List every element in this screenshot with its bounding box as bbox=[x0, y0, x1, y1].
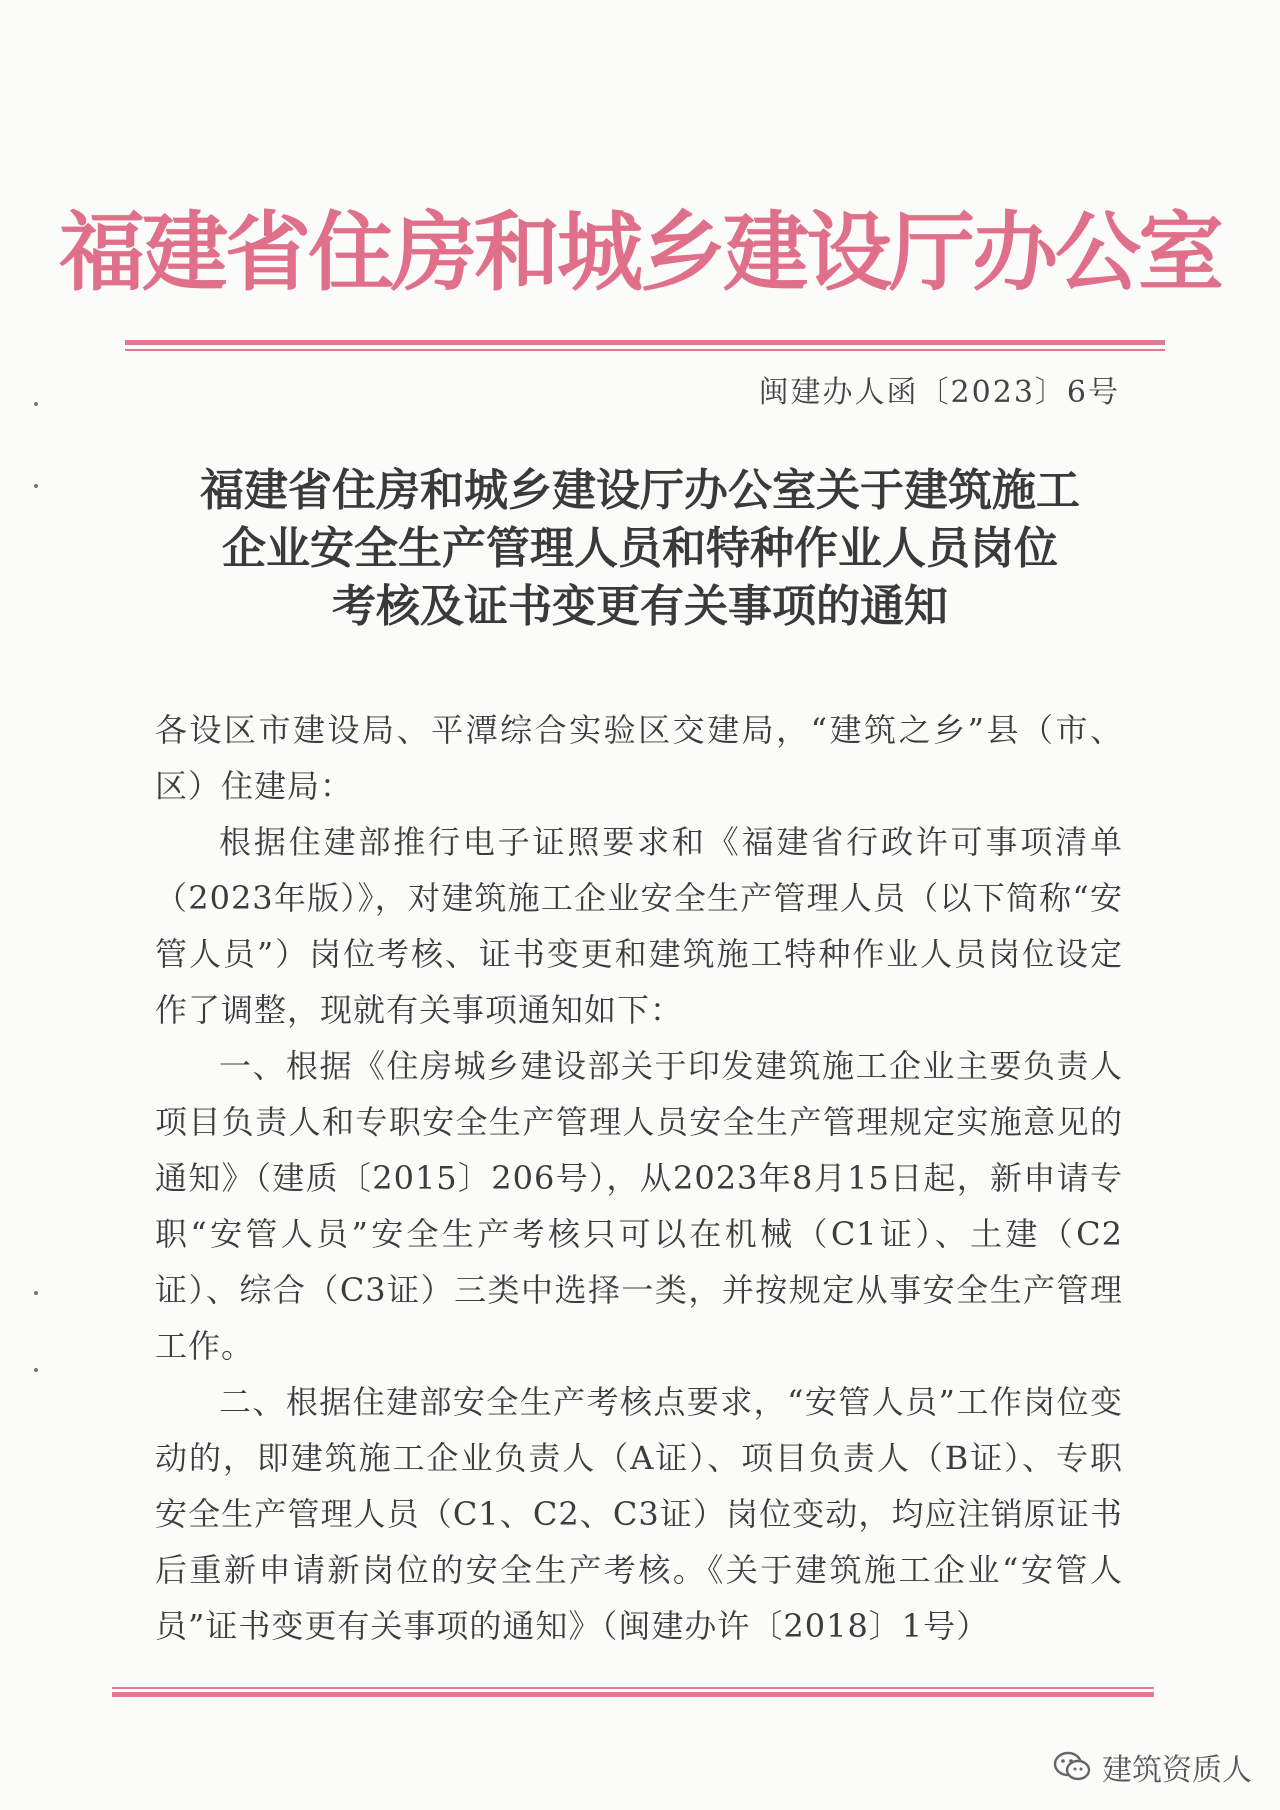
scan-speck bbox=[34, 1368, 38, 1372]
watermark-text: 建筑资质人 bbox=[1102, 1753, 1252, 1788]
heading-line: 企业安全生产管理人员和特种作业人员岗位 bbox=[222, 523, 1058, 574]
heading-line: 福建省住房和城乡建设厅办公室关于建筑施工 bbox=[200, 465, 1080, 516]
body-paragraph: 一、根据《住房城乡建设部关于印发建筑施工企业主要负责人 项目负责人和专职安全生产管理人员安全生产管理规定实施意见的通知》（建质〔2015〕206号），从2023年8月15日起，新申请专职“安管人员”安全生产考核只可以在机械（C1证）、土建（C2证）、综合（C3证）三类中选择一类，并按规定从事安全生产管理工作。 bbox=[155, 1047, 1123, 1365]
header-rule-thick bbox=[125, 340, 1165, 345]
org-header-title: 福建省住房和城乡建设厅办公室 bbox=[59, 203, 1221, 303]
wechat-icon bbox=[1052, 1750, 1092, 1784]
document-number: 闽建办人函〔2023〕6号 bbox=[758, 375, 1120, 410]
document-heading bbox=[150, 462, 1130, 636]
header-rule-thin bbox=[125, 349, 1165, 351]
source-watermark bbox=[1052, 1745, 1252, 1789]
scan-speck bbox=[34, 402, 38, 406]
document-body bbox=[155, 702, 1123, 1654]
scan-speck bbox=[34, 484, 38, 488]
heading-line: 考核及证书变更有关事项的通知 bbox=[332, 581, 948, 632]
footer-rule-thick bbox=[112, 1692, 1154, 1697]
scan-speck bbox=[34, 1291, 38, 1295]
addressee-paragraph: 各设区市建设局、平潭综合实验区交建局，“建筑之乡”县（市、区）住建局： bbox=[155, 711, 1123, 805]
body-paragraph: 根据住建部推行电子证照要求和《福建省行政许可事项清单（2023年版）》，对建筑施工企业安全生产管理人员（以下简称“安管人员”）岗位考核、证书变更和建筑施工特种作业人员岗位设定作了调整，现就有关事项通知如下： bbox=[155, 823, 1123, 1029]
body-paragraph: 二、根据住建部安全生产考核点要求，“安管人员”工作岗位变动的，即建筑施工企业负责人（A证）、项目负责人（B证）、专职安全生产管理人员（C1、C2、C3证）岗位变动，均应注销原证书后重新申请新岗位的安全生产考核。《关于建筑施工企业“安管人员”证书变更有关事项的通知》（闽建办许〔2018〕1号） bbox=[155, 1383, 1123, 1645]
footer-rule-thin bbox=[112, 1687, 1154, 1689]
